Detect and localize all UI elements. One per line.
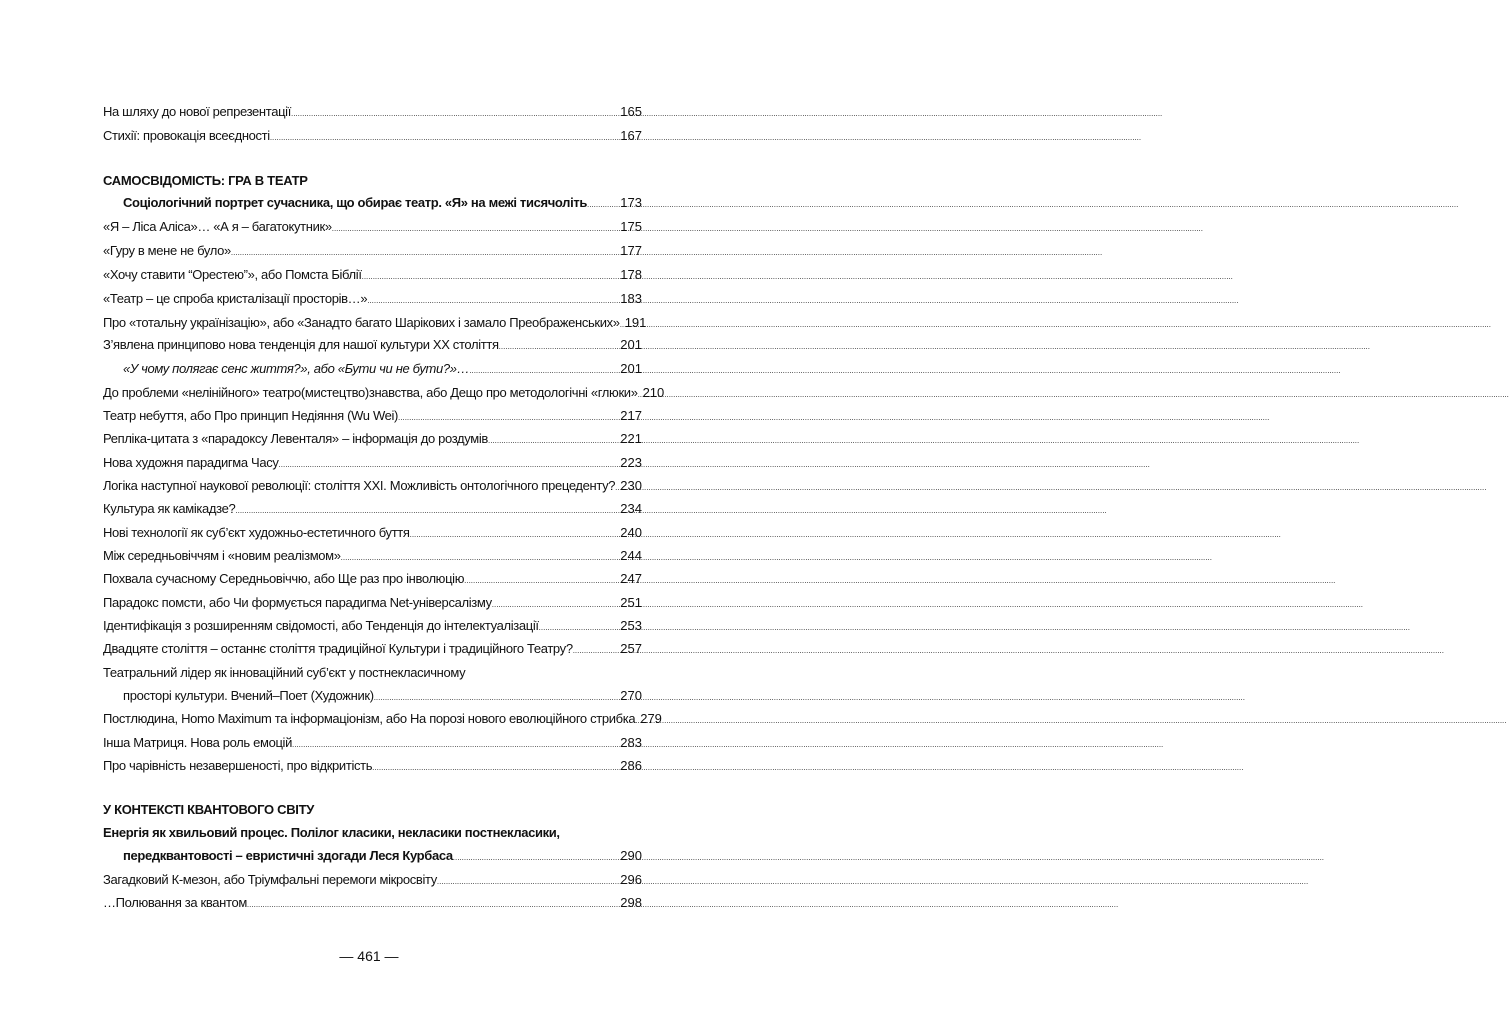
toc-entry-title: Нові технології як суб’єкт художньо-естетичного буття xyxy=(103,525,410,540)
toc-entry[interactable] xyxy=(103,548,642,568)
toc-entry-title: Між середньовіччям і «новим реалізмом» xyxy=(103,548,341,563)
toc-entry-title: Про «тотальну українізацію», або «Занадто багато Шарікових і замало Преображенських» xyxy=(103,315,620,330)
toc-entry-title: …Полювання за квантом xyxy=(103,895,247,910)
dot-leader xyxy=(362,272,620,281)
toc-entry-page: 191 xyxy=(624,315,647,330)
toc-entry[interactable] xyxy=(103,408,642,428)
toc-entry-title: Нова художня парадигма Часу xyxy=(103,455,279,470)
toc-entry[interactable] xyxy=(103,895,642,915)
toc-entry[interactable] xyxy=(103,128,642,148)
toc-entry-title: Про чарівність незавершеності, про відкритість xyxy=(103,758,373,773)
toc-entry-page: 251 xyxy=(620,595,642,610)
dot-leader xyxy=(464,576,619,585)
toc-entry-page: 201 xyxy=(620,361,642,376)
toc-entry[interactable] xyxy=(103,758,642,778)
toc-entry-title: Похвала сучасному Середньовіччю, або Ще раз про інволюцію xyxy=(103,571,465,586)
dot-leader xyxy=(374,693,620,702)
toc-entry-title: Соціологічний портрет сучасника, що обирає театр. «Я» на межі тисячоліть xyxy=(123,195,588,210)
dot-leader xyxy=(587,200,619,209)
toc-entry-page: 290 xyxy=(620,848,642,863)
toc-entry[interactable] xyxy=(103,243,642,263)
toc-entry-page: 217 xyxy=(620,408,642,423)
toc-entry-page: 201 xyxy=(620,337,642,352)
toc-entry-title: Театр небуття, або Про принцип Недіяння (Wu Wei) xyxy=(103,408,399,423)
section-heading: САМОСВІДОМІСТЬ: ГРА В ТЕАТР xyxy=(103,173,308,188)
toc-entry-page: 240 xyxy=(620,525,642,540)
toc-entry[interactable] xyxy=(103,711,662,731)
section-heading: У КОНТЕКСТІ КВАНТОВОГО СВІТУ xyxy=(103,802,315,817)
toc-entry-page: 210 xyxy=(642,385,665,400)
toc-entry-page: 223 xyxy=(620,455,642,470)
toc-entry-page: 286 xyxy=(620,758,642,773)
dot-leader xyxy=(231,248,619,257)
toc-entry-title: «Гуру в мене не було» xyxy=(103,243,231,258)
toc-entry[interactable] xyxy=(103,618,642,638)
toc-entry-title: Стихії: провокація всеєдності xyxy=(103,128,270,143)
dot-leader xyxy=(453,853,620,862)
toc-entry[interactable] xyxy=(103,267,642,287)
toc-entry-title: До проблеми «нелінійного» театро(мистецтво)знавства, або Дещо про методологічні «глюки» xyxy=(103,385,638,400)
dot-leader xyxy=(398,413,619,422)
page-number: — 461 — xyxy=(339,948,399,964)
toc-entry[interactable] xyxy=(103,641,642,661)
toc-entry-page: 183 xyxy=(620,291,642,306)
dot-leader xyxy=(372,763,619,772)
toc-entry[interactable] xyxy=(103,385,665,405)
toc-entry-title: Репліка-цитата з «парадоксу Левенталя» – інформація до роздумів xyxy=(103,431,488,446)
toc-entry[interactable] xyxy=(103,501,642,521)
dot-leader xyxy=(469,366,619,375)
toc-entry-title: Культура як камікадзе? xyxy=(103,501,236,516)
toc-entry-page: 283 xyxy=(620,735,642,750)
toc-entry[interactable] xyxy=(123,848,642,868)
toc-entry-title: «Театр – це спроба кристалізації просторів…» xyxy=(103,291,368,306)
toc-entry[interactable] xyxy=(103,337,642,357)
toc-entry-title: «Я – Ліса Аліса»… «А я – багатокутник» xyxy=(103,219,332,234)
dot-leader xyxy=(539,623,620,632)
toc-entry-title: Парадокс помсти, або Чи формується парадигма Net-універсалізму xyxy=(103,595,492,610)
dot-leader xyxy=(573,646,620,655)
toc-entry-line: Енергія як хвильовий процес. Полілог класики, некласики постнекласики, xyxy=(103,825,560,840)
toc-entry[interactable] xyxy=(103,478,642,498)
toc-entry-page: 221 xyxy=(620,431,642,446)
dot-leader xyxy=(341,553,620,562)
toc-entry[interactable] xyxy=(123,361,642,381)
toc-entry-title: «У чому полягає сенс життя?», або «Бути чи не бути?»… xyxy=(123,361,470,376)
toc-entry-page: 177 xyxy=(620,243,642,258)
toc-entry[interactable] xyxy=(103,291,642,311)
dot-leader xyxy=(279,460,620,469)
dot-leader xyxy=(235,506,619,515)
toc-entry[interactable] xyxy=(103,104,642,124)
toc-entry-page: 230 xyxy=(620,478,642,493)
toc-entry-title: Ідентифікація з розширенням свідомості, або Тенденція до інтелектуалізації xyxy=(103,618,539,633)
dot-leader xyxy=(410,530,620,539)
toc-entry-title: На шляху до нової репрезентації xyxy=(103,104,291,119)
toc-entry-page: 173 xyxy=(620,195,642,210)
toc-entry-page: 298 xyxy=(620,895,642,910)
toc-entry-page: 253 xyxy=(620,618,642,633)
toc-entry[interactable] xyxy=(123,195,642,215)
dot-leader xyxy=(367,296,619,305)
dot-leader xyxy=(247,900,619,909)
book-page xyxy=(0,0,738,1024)
toc-entry[interactable] xyxy=(103,455,642,475)
toc-entry[interactable] xyxy=(123,688,642,708)
toc-entry-title: Інша Матриця. Нова роль емоцій xyxy=(103,735,292,750)
toc-entry[interactable] xyxy=(103,735,642,755)
toc-entry-page: 165 xyxy=(620,104,642,119)
toc-entry[interactable] xyxy=(103,315,647,335)
toc-entry-line: Театральний лідер як інноваційний суб’єкт у постнекласичному xyxy=(103,665,466,680)
toc-entry-title: «Хочу ставити “Орестею”», або Помста Біблії xyxy=(103,267,362,282)
toc-entry[interactable] xyxy=(103,595,642,615)
toc-entry[interactable] xyxy=(103,219,642,239)
toc-entry-title: Двадцяте століття – останнє століття традиційної Культури і традиційного Театру? xyxy=(103,641,573,656)
dot-leader xyxy=(332,224,620,233)
toc-entry-page: 175 xyxy=(620,219,642,234)
toc-entry-page: 279 xyxy=(640,711,662,726)
toc-entry-title: Логіка наступної наукової революції: століття XXI. Можливість онтологічного прецеденту? xyxy=(103,478,616,493)
toc-entry-page: 247 xyxy=(620,571,642,586)
dot-leader xyxy=(499,342,620,351)
toc-entry[interactable] xyxy=(103,525,642,545)
dot-leader xyxy=(492,600,620,609)
toc-entry[interactable] xyxy=(103,872,642,892)
toc-entry-title: Загадковий К-мезон, або Тріумфальні перемоги мікросвіту xyxy=(103,872,437,887)
toc-entry[interactable] xyxy=(103,571,642,591)
dot-leader xyxy=(291,109,619,118)
toc-entry-page: 296 xyxy=(620,872,642,887)
toc-entry-title: передквантовості – евристичні здогади Леся Курбаса xyxy=(123,848,453,863)
toc-entry[interactable] xyxy=(103,431,642,451)
dot-leader xyxy=(488,436,619,445)
dot-leader xyxy=(292,740,619,749)
toc-entry-title: просторі культури. Вчений–Поет (Художник) xyxy=(123,688,374,703)
toc-entry-title: Постлюдина, Homo Maximum та інформаціонізм, або На порозі нового еволюційного стрибка xyxy=(103,711,636,726)
dot-leader xyxy=(437,877,619,886)
toc-entry-page: 270 xyxy=(620,688,642,703)
toc-entry-title: З’явлена принципово нова тенденція для нашої культури XX століття xyxy=(103,337,499,352)
toc-entry-page: 178 xyxy=(620,267,642,282)
toc-entry-page: 234 xyxy=(620,501,642,516)
toc-entry-page: 167 xyxy=(620,128,642,143)
toc-entry-page: 257 xyxy=(620,641,642,656)
toc-entry-page: 244 xyxy=(620,548,642,563)
dot-leader xyxy=(270,133,619,142)
